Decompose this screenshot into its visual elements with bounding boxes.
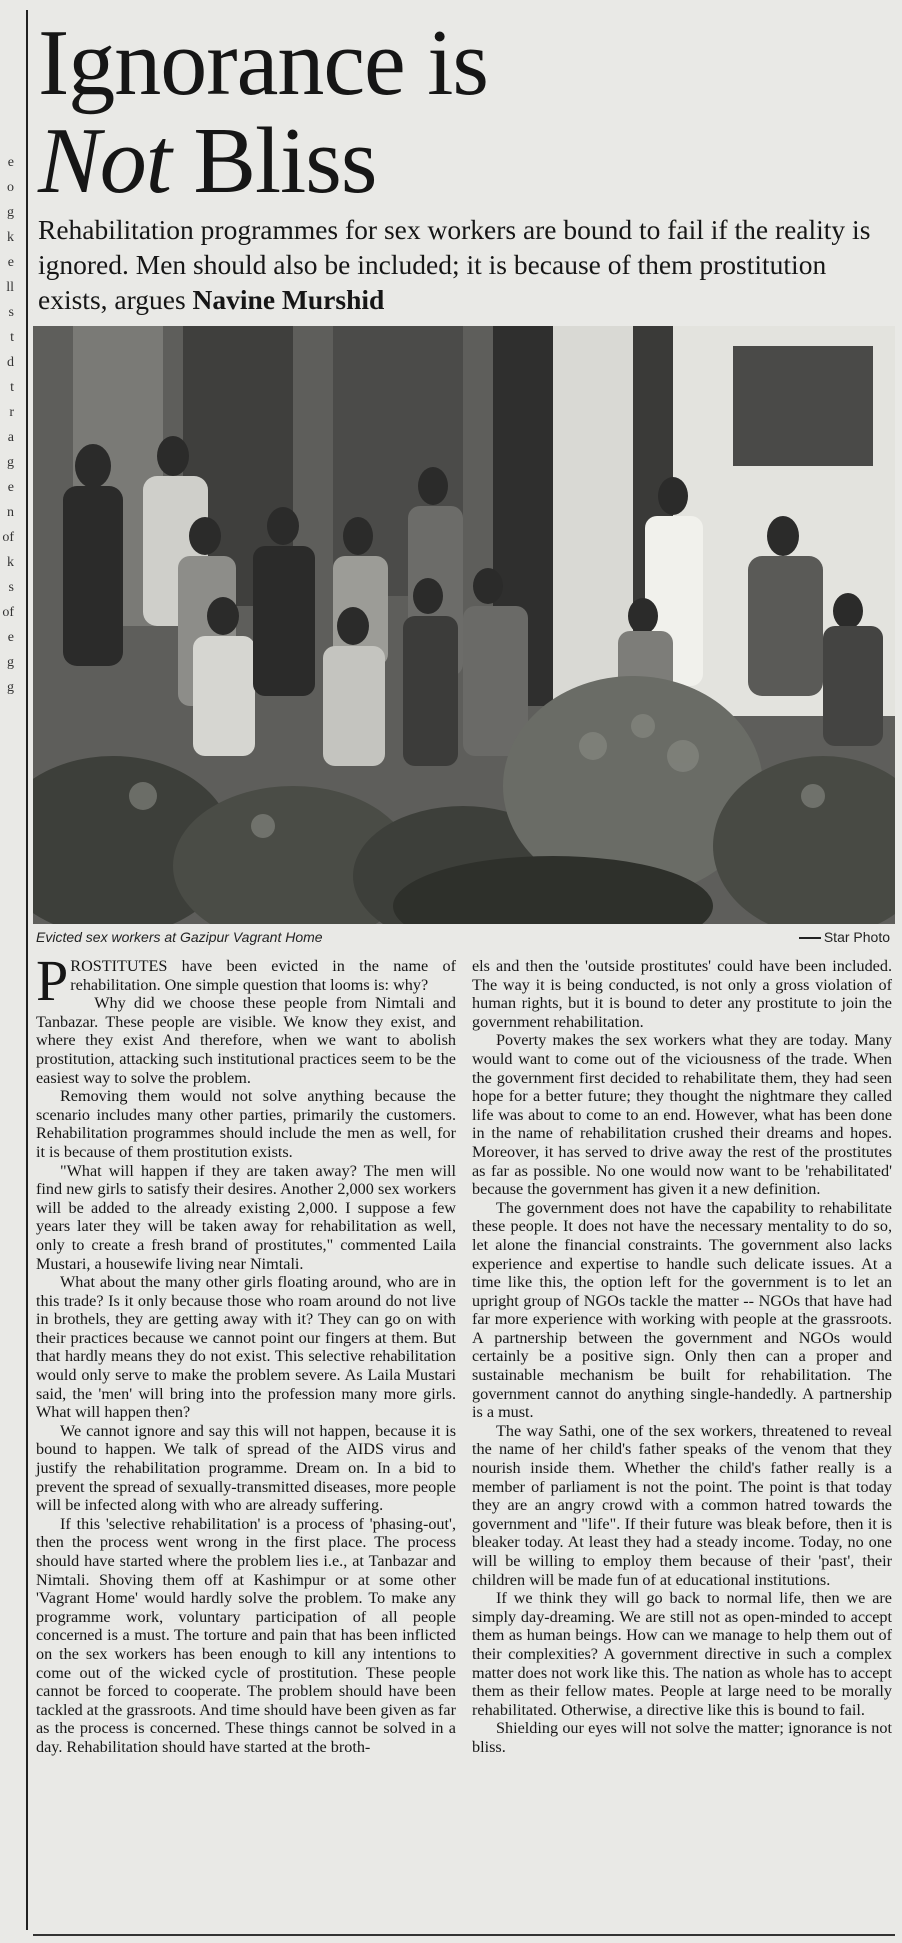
article-paragraph: [36, 948, 456, 1013]
gutter-letter: e: [7, 480, 14, 495]
article-paragraph: Removing them would not solve anything because the scenario includes many other parties, primarily the customers. Rehabilitation programmes should include the men as well, for it is because of them prostitution exists.: [36, 1087, 456, 1161]
gutter-letter: t: [10, 330, 14, 345]
gutter-letter: n: [7, 505, 14, 520]
photo-credit-text: Star Photo: [823, 929, 890, 945]
gutter-letter: g: [7, 680, 14, 695]
photo-caption: Evicted sex workers at Gazipur Vagrant Home: [36, 929, 323, 945]
photo-illustration: [33, 326, 895, 924]
gutter-letter: g: [7, 205, 14, 220]
paragraph-text: ROSTITUTES have been evicted in the name of rehabilitation. One simple question that looms is: why?: [70, 957, 456, 994]
gutter-letter: of: [2, 530, 14, 545]
photo-credit: [799, 929, 890, 945]
deck-subheading: [38, 212, 898, 317]
gutter-letter: t: [10, 380, 14, 395]
gutter-letter: of: [2, 605, 14, 620]
article-column-2: [472, 957, 892, 1757]
adjacent-column-fragment: [0, 150, 14, 700]
article-paragraph: What about the many other girls floating around, who are in this trade? Is it only because those who roam around do not live in brothels, they are getting away with it? They can go on with their practices because we cannot point our fingers at them. But that hardly means they do not exist. This selective rehabilitation would only serve to make the problem severe. As Laila Mustari said, the 'men' will bring into the profession many more girls. What will happen then?: [36, 1273, 456, 1422]
gutter-letter: s: [8, 305, 14, 320]
gutter-letter: o: [7, 180, 14, 195]
credit-dash: [799, 937, 821, 939]
article-paragraph: "What will happen if they are taken away? The men will find new girls to satisfy their desires. Another 2,000 sex workers will be added to the already existing 2,000. I suppose a few years later they will be taken away for rehabilitation as well, only to create a fresh brand of prostitutes," commented Laila Mustari, a housewife living near Nimtali.: [36, 1161, 456, 1273]
gutter-letter: ll: [6, 280, 14, 295]
article-paragraph: The way Sathi, one of the sex workers, threatened to reveal the name of her child's father speaks of the venom that they nourish inside them. Whether the child's father really is a member of parliament is not the point. The point is that today they are an angry crowd with a common hatred towards the government and "life". If their future was bleak before, then it is bleaker today. At least they had a steady income. Today, no one will be willing to employ them because of their 'past', their children will be made fun of at educational institutions.: [472, 1421, 892, 1589]
gutter-letter: r: [9, 405, 14, 420]
article-paragraph: If we think they will go back to normal life, then we are simply day-dreaming. We are still not as open-minded to accept them as human beings. How can we manage to help them out of their complexities? A government directive in such a complex matter does not work like this. The nation as whole has to accept them as their fellow mates. People at large need to be morally rehabilitated. Otherwise, a directive like this is bound to fail.: [472, 1589, 892, 1719]
headline: [38, 11, 898, 213]
gutter-letter: g: [7, 455, 14, 470]
article-paragraph: We cannot ignore and say this will not happen, because it is bound to happen. We talk of spread of the AIDS virus and justify the rehabilitation programme. Dream on. In a bid to prevent the spread of sexually-transmitted diseases, more people will be infected along with who are already suffering.: [36, 1421, 456, 1515]
gutter-letter: e: [7, 255, 14, 270]
news-photo: [33, 326, 895, 924]
column-rule: [26, 10, 28, 1930]
article-paragraph: els and then the 'outside prostitutes' could have been included. The way it is being conducted, is not only a gross violation of human rights, but it is bound to deter any prostitute to join the government rehabilitation.: [472, 957, 892, 1031]
article-paragraph: Why did we choose these people from Nimtali and Tanbazar. These people are visible. We know they exist, and where they exist And therefore, when we want to abolish prostitution, attacking such institutional practices seem to be the easiest way to solve the problem.: [36, 994, 456, 1087]
gutter-letter: d: [7, 355, 14, 370]
article-column-1: [36, 948, 456, 1757]
article-paragraph: Shielding our eyes will not solve the matter; ignorance is not bliss.: [472, 1719, 892, 1756]
headline-italic-word: Not: [38, 109, 171, 213]
bottom-rule: [33, 1934, 895, 1936]
headline-line-1: Ignorance is: [38, 11, 488, 115]
gutter-letter: g: [7, 655, 14, 670]
article-paragraph: Poverty makes the sex workers what they are today. Many would want to come out of the viciousness of the trade. When the government first decided to rehabilitate them, they had seen hope for a better future; they thought the nightmare they called life was about to come to an end. However, what has been done in the name of rehabilitation crushed their dreams and hopes. Moreover, it has served to drive away the rest of the prostitutes as far as possible. No one would now want to be 'rehabilitated' because the government has given it a new definition.: [472, 1031, 892, 1199]
byline: Navine Murshid: [192, 284, 385, 315]
article-body: [36, 948, 892, 1757]
gutter-letter: k: [7, 555, 14, 570]
headline-line-2-rest: Bliss: [170, 109, 377, 213]
article-paragraph: The government does not have the capability to rehabilitate these people. It does not have the necessary mentality to do so, let alone the financial constraints. The government also lacks experience and expertise to handle such delicate issues. At a time like this, the option left for the government is to let an upright group of NGOs tackle the matter -- NGOs that have had far more experience with working with people at the grassroots. A partnership between the government and NGOs would certainly be a positive sign. Only then can a proper and sustainable mechanism be built for rehabilitation. The government cannot do anything single-handedly. A partnership is a must.: [472, 1198, 892, 1422]
gutter-letter: e: [7, 630, 14, 645]
headline-line-2: [38, 109, 376, 213]
drop-cap: P: [36, 948, 69, 1013]
gutter-letter: a: [7, 430, 14, 445]
deck-text: Rehabilitation programmes for sex workers are bound to fail if the reality is ignored. Men should also be included; it is because of them prostitution exists, argues: [38, 214, 871, 315]
article-paragraph: If this 'selective rehabilitation' is a process of 'phasing-out', then the process went wrong in the first place. The process should have started where the problem lies i.e., at Tanbazar and Nimtali. Shoving them off at Kashimpur or at some other 'Vagrant Home' would hardly solve the problem. To make any programme work, voluntary participation of all people concerned is a must. The torture and pain that has been inflicted on the sex workers has been enough to kill any intentions to come out of the wicked cycle of prostitution. These people cannot be forced to cooperate. The problem should have been tackled at the grassroots. And time should have been given as far as the process is concerned. These things cannot be solved in a day. Rehabilitation should have started at the broth-: [36, 1514, 456, 1756]
gutter-letter: k: [7, 230, 14, 245]
gutter-letter: s: [8, 580, 14, 595]
gutter-letter: e: [7, 155, 14, 170]
